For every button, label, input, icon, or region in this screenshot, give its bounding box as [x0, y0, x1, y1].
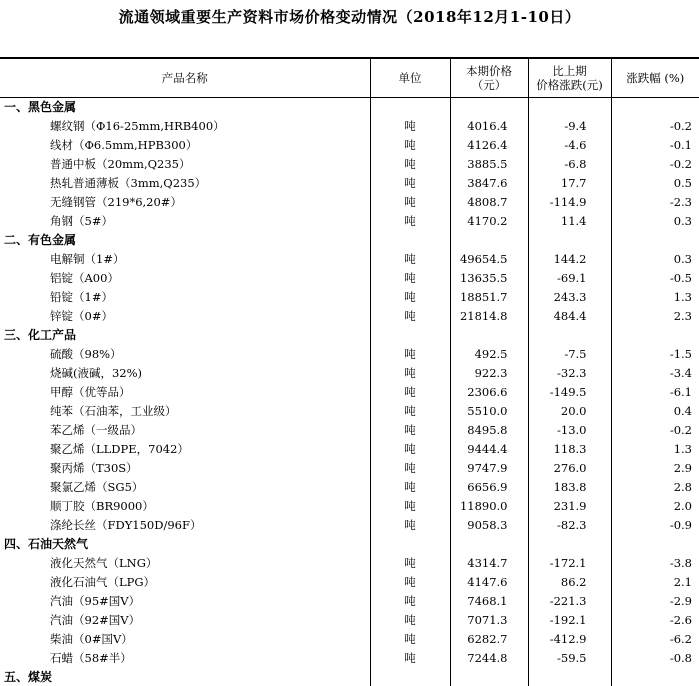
price-cell — [450, 325, 528, 344]
table-row — [0, 610, 699, 629]
unit-cell: 吨 — [370, 306, 450, 325]
unit-cell: 吨 — [370, 363, 450, 382]
unit-cell — [370, 325, 450, 344]
price-cell: 9747.9 — [450, 458, 528, 477]
product-name: 汽油（92#国Ⅴ） — [50, 612, 141, 627]
product-name: 锌锭（0#） — [50, 308, 113, 323]
percent-cell — [611, 534, 699, 553]
change-cell: -192.1 — [528, 610, 611, 629]
unit-cell: 吨 — [370, 439, 450, 458]
price-cell: 4314.7 — [450, 553, 528, 572]
category-row — [0, 534, 699, 553]
change-cell: -221.3 — [528, 591, 611, 610]
header-price-line2: （元） — [471, 77, 507, 92]
table-row — [0, 116, 699, 135]
unit-cell: 吨 — [370, 211, 450, 230]
change-cell: 243.3 — [528, 287, 611, 306]
table-row — [0, 192, 699, 211]
price-cell: 6282.7 — [450, 629, 528, 648]
price-cell: 9444.4 — [450, 439, 528, 458]
change-cell: 183.8 — [528, 477, 611, 496]
unit-cell: 吨 — [370, 477, 450, 496]
product-name: 汽油（95#国Ⅴ） — [50, 593, 141, 608]
unit-cell: 吨 — [370, 648, 450, 667]
product-name: 甲醇（优等品） — [50, 384, 131, 399]
product-name: 铅锭（1#） — [50, 289, 113, 304]
table-row — [0, 249, 699, 268]
unit-cell: 吨 — [370, 401, 450, 420]
percent-cell: -0.2 — [611, 420, 699, 439]
change-cell — [528, 230, 611, 249]
page-title: 流通领域重要生产资料市场价格变动情况（2018年12月1-10日） — [118, 8, 581, 26]
change-cell — [528, 534, 611, 553]
category-row — [0, 325, 699, 344]
unit-cell — [370, 667, 450, 686]
change-cell: -7.5 — [528, 344, 611, 363]
unit-cell: 吨 — [370, 192, 450, 211]
unit-cell: 吨 — [370, 116, 450, 135]
table-row — [0, 572, 699, 591]
category-name: 五、煤炭 — [4, 670, 53, 684]
price-cell: 4016.4 — [450, 116, 528, 135]
change-cell: -172.1 — [528, 553, 611, 572]
price-cell — [450, 667, 528, 686]
percent-cell: 2.8 — [611, 477, 699, 496]
change-cell: 144.2 — [528, 249, 611, 268]
unit-cell — [370, 534, 450, 553]
header-percent: 涨跌幅 (%) — [611, 58, 699, 97]
change-cell: 11.4 — [528, 211, 611, 230]
price-cell: 922.3 — [450, 363, 528, 382]
unit-cell: 吨 — [370, 458, 450, 477]
product-name: 热轧普通薄板（3mm,Q235） — [50, 175, 207, 190]
product-name: 苯乙烯（一级品） — [50, 422, 142, 437]
unit-cell — [370, 97, 450, 116]
change-cell: -114.9 — [528, 192, 611, 211]
table-row — [0, 211, 699, 230]
percent-cell: 0.4 — [611, 401, 699, 420]
product-name: 涤纶长丝（FDY150D/96F） — [50, 517, 202, 532]
price-cell: 11890.0 — [450, 496, 528, 515]
unit-cell: 吨 — [370, 591, 450, 610]
percent-cell: -6.2 — [611, 629, 699, 648]
table-row — [0, 553, 699, 572]
percent-cell: -3.4 — [611, 363, 699, 382]
price-cell — [450, 97, 528, 116]
category-row — [0, 230, 699, 249]
change-cell: -149.5 — [528, 382, 611, 401]
unit-cell: 吨 — [370, 287, 450, 306]
category-row — [0, 667, 699, 686]
price-table — [0, 57, 699, 686]
percent-cell: -1.5 — [611, 344, 699, 363]
percent-cell: 0.3 — [611, 249, 699, 268]
table-row — [0, 420, 699, 439]
table-body — [0, 97, 699, 686]
unit-cell: 吨 — [370, 173, 450, 192]
change-cell: -59.5 — [528, 648, 611, 667]
unit-cell: 吨 — [370, 135, 450, 154]
price-cell: 5510.0 — [450, 401, 528, 420]
percent-cell: 2.1 — [611, 572, 699, 591]
change-cell — [528, 97, 611, 116]
category-name: 二、有色金属 — [4, 233, 77, 247]
price-cell: 6656.9 — [450, 477, 528, 496]
price-cell: 7244.8 — [450, 648, 528, 667]
price-cell: 7071.3 — [450, 610, 528, 629]
unit-cell: 吨 — [370, 154, 450, 173]
percent-cell: -2.9 — [611, 591, 699, 610]
category-name: 四、石油天然气 — [4, 537, 89, 551]
change-cell: 484.4 — [528, 306, 611, 325]
product-name: 普通中板（20mm,Q235） — [50, 156, 191, 171]
table-row — [0, 496, 699, 515]
percent-cell: 0.5 — [611, 173, 699, 192]
table-row — [0, 363, 699, 382]
change-cell: 118.3 — [528, 439, 611, 458]
unit-cell: 吨 — [370, 496, 450, 515]
change-cell: -6.8 — [528, 154, 611, 173]
change-cell: -32.3 — [528, 363, 611, 382]
percent-cell: 1.3 — [611, 439, 699, 458]
price-cell: 13635.5 — [450, 268, 528, 287]
percent-cell: -0.9 — [611, 515, 699, 534]
percent-cell — [611, 325, 699, 344]
product-name: 液化天然气（LNG） — [50, 555, 158, 570]
unit-cell: 吨 — [370, 572, 450, 591]
percent-cell: 2.0 — [611, 496, 699, 515]
change-cell: -69.1 — [528, 268, 611, 287]
header-unit: 单位 — [370, 58, 450, 97]
price-cell — [450, 534, 528, 553]
table-row — [0, 268, 699, 287]
header-price — [450, 58, 528, 97]
percent-cell: 2.3 — [611, 306, 699, 325]
unit-cell: 吨 — [370, 629, 450, 648]
change-cell: -82.3 — [528, 515, 611, 534]
product-name: 柴油（0#国Ⅴ） — [50, 631, 133, 646]
percent-cell — [611, 97, 699, 116]
product-name: 烧碱(液碱，32%) — [50, 365, 143, 380]
unit-cell: 吨 — [370, 382, 450, 401]
price-cell: 9058.3 — [450, 515, 528, 534]
change-cell: 276.0 — [528, 458, 611, 477]
price-cell — [450, 230, 528, 249]
product-name: 电解铜（1#） — [50, 251, 125, 266]
category-row — [0, 97, 699, 116]
price-cell: 2306.6 — [450, 382, 528, 401]
product-name: 聚乙烯（LLDPE，7042） — [50, 441, 189, 456]
table-row — [0, 477, 699, 496]
percent-cell — [611, 667, 699, 686]
product-name: 线材（Φ6.5mm,HPB300） — [50, 137, 198, 152]
table-row — [0, 401, 699, 420]
price-cell: 3885.5 — [450, 154, 528, 173]
percent-cell: 0.3 — [611, 211, 699, 230]
header-change-line1: 比上期 — [552, 63, 587, 78]
percent-cell: -0.2 — [611, 154, 699, 173]
table-header — [0, 58, 699, 97]
header-change-line2: 价格涨跌(元) — [536, 77, 603, 92]
price-cell: 7468.1 — [450, 591, 528, 610]
table-row — [0, 344, 699, 363]
percent-cell — [611, 230, 699, 249]
change-cell: 231.9 — [528, 496, 611, 515]
unit-cell: 吨 — [370, 249, 450, 268]
unit-cell: 吨 — [370, 268, 450, 287]
table-row — [0, 306, 699, 325]
change-cell: -13.0 — [528, 420, 611, 439]
change-cell — [528, 325, 611, 344]
price-cell: 4808.7 — [450, 192, 528, 211]
table-row — [0, 154, 699, 173]
price-cell: 4126.4 — [450, 135, 528, 154]
percent-cell: 1.3 — [611, 287, 699, 306]
category-name: 一、黑色金属 — [4, 100, 77, 115]
price-cell: 4147.6 — [450, 572, 528, 591]
table-row — [0, 439, 699, 458]
table-row — [0, 591, 699, 610]
table-row — [0, 515, 699, 534]
table-row — [0, 648, 699, 667]
change-cell: 86.2 — [528, 572, 611, 591]
product-name: 液化石油气（LPG） — [50, 574, 156, 589]
unit-cell — [370, 230, 450, 249]
price-cell: 49654.5 — [450, 249, 528, 268]
table-row — [0, 458, 699, 477]
table-row — [0, 173, 699, 192]
unit-cell: 吨 — [370, 610, 450, 629]
change-cell: -412.9 — [528, 629, 611, 648]
price-cell: 8495.8 — [450, 420, 528, 439]
percent-cell: 2.9 — [611, 458, 699, 477]
table-row — [0, 287, 699, 306]
product-name: 铝锭（A00） — [50, 270, 119, 285]
percent-cell: -0.5 — [611, 268, 699, 287]
table-row — [0, 629, 699, 648]
price-cell: 21814.8 — [450, 306, 528, 325]
product-name: 聚氯乙烯（SG5） — [50, 479, 144, 494]
percent-cell: -3.8 — [611, 553, 699, 572]
table-row — [0, 135, 699, 154]
product-name: 纯苯（石油苯，工业级） — [50, 403, 177, 418]
change-cell: 20.0 — [528, 401, 611, 420]
change-cell: -9.4 — [528, 116, 611, 135]
unit-cell: 吨 — [370, 515, 450, 534]
header-product-name: 产品名称 — [161, 70, 208, 85]
percent-cell: -0.2 — [611, 116, 699, 135]
price-cell: 492.5 — [450, 344, 528, 363]
percent-cell: -2.6 — [611, 610, 699, 629]
change-cell — [528, 667, 611, 686]
percent-cell: -0.1 — [611, 135, 699, 154]
percent-cell: -2.3 — [611, 192, 699, 211]
change-cell: -4.6 — [528, 135, 611, 154]
price-cell: 4170.2 — [450, 211, 528, 230]
product-name: 螺纹钢（Φ16-25mm,HRB400） — [50, 118, 225, 133]
category-name: 三、化工产品 — [4, 328, 77, 342]
percent-cell: -6.1 — [611, 382, 699, 401]
price-cell: 3847.6 — [450, 173, 528, 192]
table-row — [0, 382, 699, 401]
product-name: 顺丁胶（BR9000） — [50, 498, 154, 513]
product-name: 无缝钢管（219*6,20#） — [50, 194, 182, 209]
product-name: 石蜡（58#半） — [50, 650, 132, 665]
percent-cell: -0.8 — [611, 648, 699, 667]
product-name: 硫酸（98%） — [50, 346, 122, 361]
change-cell: 17.7 — [528, 173, 611, 192]
unit-cell: 吨 — [370, 553, 450, 572]
product-name: 角钢（5#） — [50, 213, 113, 228]
product-name: 聚丙烯（T30S） — [50, 460, 138, 475]
unit-cell: 吨 — [370, 420, 450, 439]
header-change — [528, 58, 611, 97]
header-price-line1: 本期价格 — [466, 63, 512, 78]
price-cell: 18851.7 — [450, 287, 528, 306]
unit-cell: 吨 — [370, 344, 450, 363]
